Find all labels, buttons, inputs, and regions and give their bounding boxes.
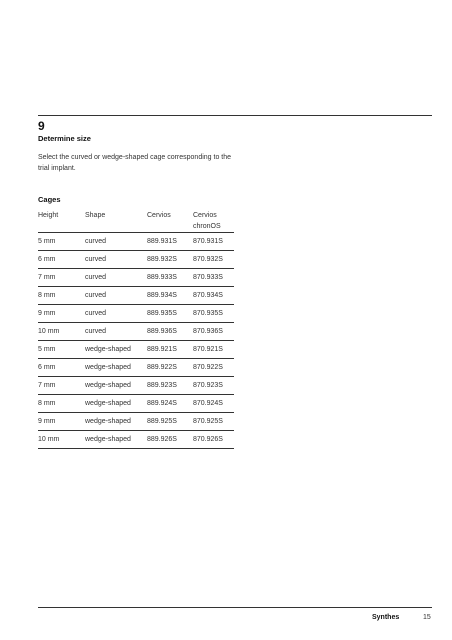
header-cervios: Cervios (147, 212, 171, 219)
page-number: 15 (423, 614, 431, 621)
cell-shape: wedge-shaped (85, 400, 131, 407)
cell-height: 9 mm (38, 310, 56, 317)
table-row (38, 395, 234, 413)
cell-shape: wedge-shaped (85, 436, 131, 443)
cell-cervios: 889.933S (147, 274, 177, 281)
cell-height: 10 mm (38, 436, 60, 443)
cell-height: 7 mm (38, 382, 56, 389)
cell-cervios: 889.931S (147, 238, 177, 245)
cell-cervios: 889.935S (147, 310, 177, 317)
cell-cervios-chronos: 870.932S (193, 256, 223, 263)
table-row (38, 233, 234, 251)
cell-cervios-chronos: 870.931S (193, 238, 223, 245)
cell-shape: curved (85, 310, 107, 317)
cell-height: 6 mm (38, 256, 56, 263)
table-row (38, 305, 234, 323)
cell-cervios: 889.932S (147, 256, 177, 263)
cell-cervios-chronos: 870.921S (193, 346, 223, 353)
cell-cervios: 889.921S (147, 346, 177, 353)
step-number: 9 (38, 119, 45, 133)
footer-divider (38, 607, 432, 608)
table-header-row (38, 210, 234, 233)
header-cervios-chronos: Cervios chronOS (193, 212, 221, 230)
table-row (38, 269, 234, 287)
cell-cervios: 889.923S (147, 382, 177, 389)
cell-cervios: 889.924S (147, 400, 177, 407)
table-row (38, 377, 234, 395)
cell-cervios-chronos: 870.925S (193, 418, 223, 425)
cell-cervios-chronos: 870.923S (193, 382, 223, 389)
cell-shape: curved (85, 292, 107, 299)
cell-height: 9 mm (38, 418, 56, 425)
cell-cervios-chronos: 870.934S (193, 292, 223, 299)
cell-shape: curved (85, 328, 107, 335)
cell-cervios-chronos: 870.924S (193, 400, 223, 407)
header-shape: Shape (85, 212, 106, 219)
cell-height: 5 mm (38, 238, 56, 245)
cell-shape: wedge-shaped (85, 418, 131, 425)
cell-cervios: 889.926S (147, 436, 177, 443)
cell-height: 10 mm (38, 328, 60, 335)
cell-cervios-chronos: 870.933S (193, 274, 223, 281)
cell-shape: curved (85, 238, 107, 245)
cell-shape: curved (85, 274, 107, 281)
cell-height: 5 mm (38, 346, 56, 353)
table-title: Cages (38, 195, 61, 204)
cell-cervios: 889.936S (147, 328, 177, 335)
cell-shape: wedge-shaped (85, 346, 131, 353)
table-row (38, 251, 234, 269)
cages-table (38, 210, 234, 449)
table-row (38, 359, 234, 377)
section-divider (38, 115, 432, 116)
table-row (38, 323, 234, 341)
cell-shape: wedge-shaped (85, 364, 131, 371)
instruction-text: Select the curved or wedge-shaped cage corresponding to the trial implant. (38, 154, 232, 172)
step-title: Determine size (38, 134, 91, 143)
cell-cervios-chronos: 870.936S (193, 328, 223, 335)
cell-shape: wedge-shaped (85, 382, 131, 389)
table-row (38, 413, 234, 431)
cell-cervios-chronos: 870.926S (193, 436, 223, 443)
cell-cervios: 889.925S (147, 418, 177, 425)
cell-height: 8 mm (38, 292, 56, 299)
table-row (38, 341, 234, 359)
table-row (38, 431, 234, 449)
cell-height: 7 mm (38, 274, 56, 281)
cell-height: 6 mm (38, 364, 56, 371)
header-height: Height (38, 212, 59, 219)
cell-height: 8 mm (38, 400, 56, 407)
cell-cervios-chronos: 870.922S (193, 364, 223, 371)
cell-cervios: 889.922S (147, 364, 177, 371)
cell-cervios: 889.934S (147, 292, 177, 299)
table-row (38, 287, 234, 305)
cell-cervios-chronos: 870.935S (193, 310, 223, 317)
brand-name: Synthes (372, 614, 400, 621)
cell-shape: curved (85, 256, 107, 263)
